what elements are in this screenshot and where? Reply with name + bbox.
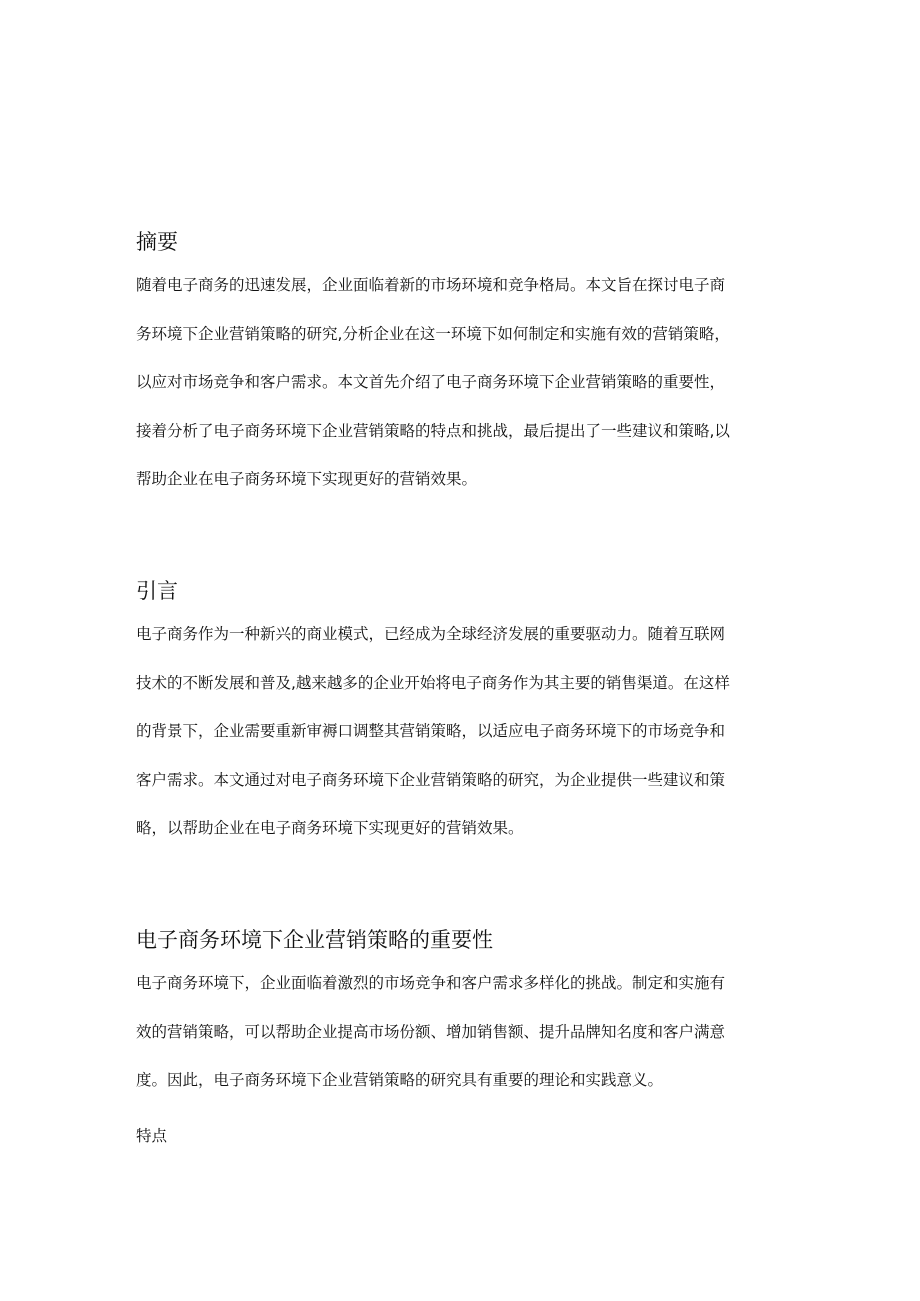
intro-paragraph — [136, 610, 796, 853]
intro-line: 电子商务作为一种新兴的商业模式，已经成为全球经济发展的重要驱动力。随着互联网 — [136, 625, 726, 643]
intro-line: 客户需求。本文通过对电子商务环境下企业营销策略的研究，为企业提供一些建议和策 — [136, 770, 726, 789]
abstract-section — [136, 227, 796, 504]
abstract-line: 接着分析了电子商务环境下企业营销策略的特点和挑战，最后提出了一些建议和策略,以 — [136, 421, 730, 440]
abstract-paragraph — [136, 261, 796, 504]
abstract-heading: 摘要 — [136, 230, 178, 254]
importance-section — [136, 925, 796, 1105]
importance-heading: 电子商务环境下企业营销策略的重要性 — [136, 928, 493, 952]
abstract-line: 务环境下企业营销策略的研究,分析企业在这一环境下如何制定和实施有效的营销策略， — [136, 324, 730, 343]
importance-line: 效的营销策略，可以帮助企业提高市场份额、增加销售额、提升品牌知名度和客户满意 — [136, 1022, 726, 1041]
importance-line: 度。因此，电子商务环境下企业营销策略的研究具有重要的理论和实践意义。 — [136, 1071, 664, 1090]
abstract-line: 随着电子商务的迅速发展，企业面临着新的市场环境和竞争格局。本文旨在探讨电子商 — [136, 276, 726, 294]
features-heading: 特点 — [136, 1127, 168, 1145]
intro-line: 的背景下，企业需要重新审褥口调整其营销策略，以适应电子商务环境下的市场竞争和 — [136, 722, 726, 741]
intro-section — [136, 576, 796, 853]
intro-line: 略，以帮助企业在电子商务环境下实现更好的营销效果。 — [136, 819, 524, 838]
abstract-line: 帮助企业在电子商务环境下实现更好的营销效果。 — [136, 470, 478, 489]
importance-paragraph — [136, 959, 796, 1105]
abstract-line: 以应对市场竞争和客户需求。本文首先介绍了电子商务环境下企业营销策略的重要性， — [136, 373, 726, 392]
intro-line: 技术的不断发展和普及,越来越多的企业开始将电子商务作为其主要的销售渠道。在这样 — [136, 673, 730, 692]
importance-line: 电子商务环境下，企业面临着激烈的市场竞争和客户需求多样化的挑战。制定和实施有 — [136, 974, 726, 992]
intro-heading: 引言 — [136, 579, 178, 603]
